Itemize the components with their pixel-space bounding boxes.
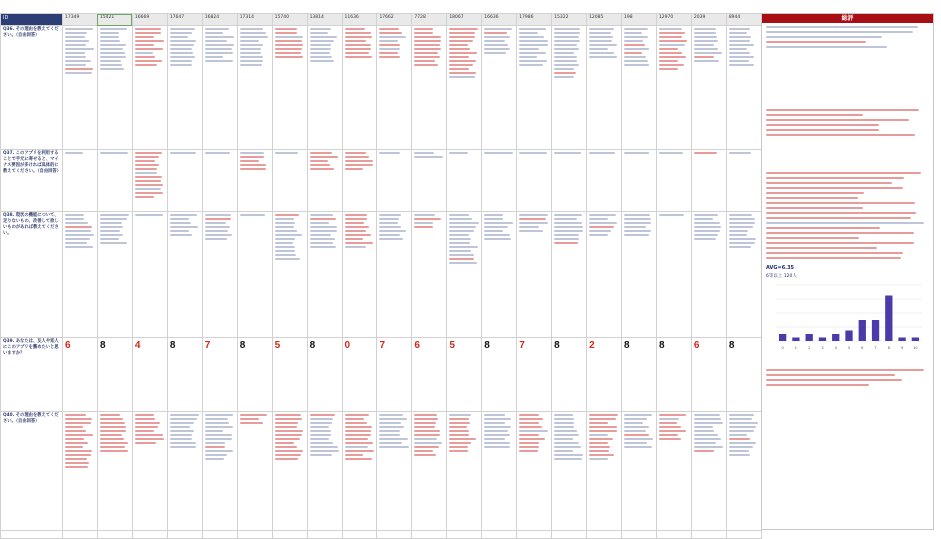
answer-cell[interactable] — [691, 26, 726, 150]
partial-row-cell[interactable] — [726, 531, 761, 539]
answer-cell[interactable] — [132, 212, 167, 338]
score-value: 6 — [65, 340, 71, 351]
answer-cell[interactable] — [307, 150, 342, 212]
answer-cell[interactable] — [342, 412, 377, 531]
answer-cell[interactable] — [447, 26, 482, 150]
answer-cell[interactable] — [63, 26, 98, 150]
score-value: 8 — [624, 340, 630, 351]
respondent-id-header[interactable]: 16636 — [482, 14, 517, 26]
answer-cell[interactable] — [656, 212, 691, 338]
answer-cell[interactable] — [272, 150, 307, 212]
score-value: 0 — [344, 340, 351, 351]
partial-row-cell[interactable] — [517, 531, 552, 539]
partial-row-cell[interactable] — [656, 531, 691, 539]
answer-cell[interactable] — [342, 150, 377, 212]
respondent-id-header[interactable]: 15740 — [272, 14, 307, 26]
score-cell[interactable] — [377, 338, 412, 412]
answer-cell[interactable] — [517, 26, 552, 150]
respondent-id-header[interactable]: 8944 — [726, 14, 761, 26]
partial-row-cell[interactable] — [1, 531, 63, 539]
score-cell[interactable] — [552, 338, 587, 412]
score-value: 8 — [728, 340, 735, 351]
partial-row-cell[interactable] — [447, 531, 482, 539]
answer-cell[interactable] — [97, 150, 132, 212]
answer-cell[interactable] — [622, 26, 657, 150]
respondent-id-header[interactable]: 17349 — [63, 14, 98, 26]
respondent-id-header[interactable]: 18067 — [447, 14, 482, 26]
chart-tick-label: 3 — [821, 346, 824, 350]
avg-label: AVG=6.35 — [766, 265, 795, 271]
score-value: 8 — [658, 340, 665, 351]
chart-tick-label: 2 — [808, 346, 811, 350]
summary-text-q40 — [766, 369, 929, 386]
score-cell[interactable] — [622, 338, 657, 412]
answer-cell[interactable] — [132, 150, 167, 212]
chart-bar-8 — [885, 296, 892, 342]
answer-cell[interactable] — [342, 212, 377, 338]
partial-row-cell[interactable] — [552, 531, 587, 539]
answer-cell[interactable] — [272, 26, 307, 150]
partial-row-cell[interactable] — [587, 531, 622, 539]
partial-row-cell[interactable] — [202, 531, 237, 539]
partial-row-cell[interactable] — [237, 531, 272, 539]
answer-cell[interactable] — [377, 26, 412, 150]
chart-tick-label: 4 — [834, 346, 837, 350]
score-cell[interactable] — [482, 338, 517, 412]
answer-cell[interactable] — [656, 412, 691, 531]
chart-bar-10 — [912, 338, 919, 342]
partial-row-cell[interactable] — [97, 531, 132, 539]
chart-bar-2 — [806, 334, 813, 341]
answer-cell[interactable] — [691, 212, 726, 338]
answer-cell[interactable] — [412, 26, 447, 150]
answer-cell[interactable] — [656, 150, 691, 212]
respondent-id-header[interactable]: 13814 — [307, 14, 342, 26]
answer-cell[interactable] — [202, 412, 237, 531]
answer-cell[interactable] — [202, 26, 237, 150]
partial-row-cell[interactable] — [307, 531, 342, 539]
score-cell[interactable] — [237, 338, 272, 412]
score-value: 2 — [589, 340, 595, 351]
score-cell[interactable] — [63, 338, 98, 412]
answer-cell[interactable] — [517, 212, 552, 338]
question-label-q38[interactable]: Q38. 現状の機能について、足りないもの、改善して欲しいものがあれば教えてください。 — [1, 212, 63, 338]
answer-cell[interactable] — [377, 412, 412, 531]
respondent-id-header[interactable]: 15322 — [552, 14, 587, 26]
answer-cell[interactable] — [167, 26, 202, 150]
chart-bar-6 — [859, 320, 866, 341]
answer-cell[interactable] — [482, 150, 517, 212]
score-value: 5 — [449, 340, 455, 351]
answer-cell[interactable] — [132, 412, 167, 531]
answer-cell[interactable] — [237, 26, 272, 150]
question-label-q40[interactable]: Q40. その理由を教えてください。（自由回答） — [1, 412, 63, 531]
summary-text-q37 — [766, 109, 929, 136]
answer-cell[interactable] — [587, 412, 622, 531]
score-value: 8 — [554, 340, 560, 351]
answer-cell[interactable] — [132, 26, 167, 150]
answer-cell[interactable] — [656, 26, 691, 150]
score-cell[interactable] — [656, 338, 691, 412]
score-cell[interactable] — [272, 338, 307, 412]
chart-bar-4 — [832, 334, 839, 341]
answer-cell[interactable] — [167, 212, 202, 338]
partial-row-cell[interactable] — [377, 531, 412, 539]
partial-row-cell[interactable] — [412, 531, 447, 539]
chart-tick-label: 9 — [900, 346, 904, 350]
answer-cell[interactable] — [447, 412, 482, 531]
summary-text-q38 — [766, 172, 929, 259]
answer-cell[interactable] — [482, 212, 517, 338]
score-value: 7 — [519, 340, 525, 351]
chart-tick-label: 7 — [874, 346, 877, 350]
answer-cell[interactable] — [726, 150, 761, 212]
answer-cell[interactable] — [726, 212, 761, 338]
respondent-id-header[interactable]: 15421 — [97, 14, 132, 26]
answer-cell[interactable] — [167, 150, 202, 212]
score-cell[interactable] — [202, 338, 237, 412]
partial-row-cell[interactable] — [63, 531, 98, 539]
respondent-id-header[interactable]: 17314 — [237, 14, 272, 26]
answer-cell[interactable] — [482, 26, 517, 150]
question-label-q36[interactable]: Q36. その理由を教えてください。（自由回答） — [1, 26, 63, 150]
partial-row-cell[interactable] — [622, 531, 657, 539]
respondent-id-header[interactable]: 2039 — [691, 14, 726, 26]
answer-cell[interactable] — [202, 212, 237, 338]
score-value: 8 — [239, 340, 246, 351]
score-cell[interactable] — [726, 338, 761, 412]
answer-cell[interactable] — [691, 412, 726, 531]
respondent-id-header[interactable]: 12970 — [656, 14, 691, 26]
summary-title: 総評 — [762, 14, 933, 23]
summary-text-q36 — [766, 26, 929, 48]
answer-cell[interactable] — [237, 212, 272, 338]
chart-bar-0 — [779, 334, 786, 341]
id-header[interactable]: ID — [1, 14, 63, 26]
chart-bar-9 — [898, 338, 905, 342]
answer-cell[interactable] — [97, 212, 132, 338]
chart-tick-label: 0 — [781, 346, 784, 350]
chart-tick-label: 5 — [847, 346, 851, 350]
chart-bar-7 — [872, 320, 879, 341]
partial-row-cell[interactable] — [272, 531, 307, 539]
chart-bar-1 — [792, 338, 799, 342]
score-cell[interactable] — [167, 338, 202, 412]
respondent-id-header[interactable]: 17662 — [377, 14, 412, 26]
answer-cell[interactable] — [272, 412, 307, 531]
score-value: 6 — [414, 340, 420, 351]
answer-cell[interactable] — [552, 212, 587, 338]
answer-cell[interactable] — [167, 412, 202, 531]
chart-tick-label: 6 — [861, 346, 864, 350]
answer-cell[interactable] — [412, 412, 447, 531]
answer-cell[interactable] — [447, 212, 482, 338]
score-distribution-chart — [766, 281, 926, 351]
answer-cell[interactable] — [517, 150, 552, 212]
respondent-id-header[interactable]: 16669 — [132, 14, 167, 26]
answer-cell[interactable] — [622, 150, 657, 212]
answer-cell[interactable] — [307, 412, 342, 531]
answer-cell[interactable] — [622, 212, 657, 338]
score-value: 8 — [169, 340, 176, 351]
partial-row-cell[interactable] — [691, 531, 726, 539]
score-cell[interactable] — [447, 338, 482, 412]
score-value: 5 — [274, 340, 281, 351]
answer-cell[interactable] — [237, 412, 272, 531]
chart-tick-label: 10 — [913, 346, 918, 350]
score-value: 8 — [99, 340, 106, 351]
respondent-id-header[interactable]: 7728 — [412, 14, 447, 26]
partial-row-cell[interactable] — [342, 531, 377, 539]
score-value: 8 — [484, 340, 490, 351]
score-value: 4 — [134, 340, 141, 351]
respondent-id-header[interactable]: 17647 — [167, 14, 202, 26]
count-label: 6等以上 120人 — [766, 274, 797, 279]
score-value: 7 — [379, 340, 385, 351]
answer-cell[interactable] — [726, 26, 761, 150]
answer-cell[interactable] — [412, 150, 447, 212]
respondent-id-header[interactable]: 17986 — [517, 14, 552, 26]
answer-cell[interactable] — [272, 212, 307, 338]
answer-cell[interactable] — [691, 150, 726, 212]
score-cell[interactable] — [691, 338, 726, 412]
respondent-id-header[interactable]: 16824 — [202, 14, 237, 26]
answer-cell[interactable] — [552, 26, 587, 150]
respondent-id-header[interactable]: 11636 — [342, 14, 377, 26]
answer-cell[interactable] — [97, 412, 132, 531]
chart-bar-3 — [819, 338, 826, 342]
chart-tick-label: 1 — [794, 346, 798, 350]
answer-cell[interactable] — [63, 412, 98, 531]
score-value: 6 — [693, 340, 700, 351]
question-label-q37[interactable]: Q37. このアプリを利用することで手元に寄せると、マイナス要因が多ければ具体的に教えてください。（自由回答） — [1, 150, 63, 212]
partial-row-cell[interactable] — [167, 531, 202, 539]
answer-cell[interactable] — [587, 150, 622, 212]
answer-cell[interactable] — [97, 26, 132, 150]
answer-cell[interactable] — [552, 412, 587, 531]
question-label-q39[interactable]: Q39. あなたは、友人や知人にこのアプリを薦めたいと思いますか？ — [1, 338, 63, 412]
answer-cell[interactable] — [552, 150, 587, 212]
chart-tick-label: 8 — [887, 346, 890, 350]
score-cell[interactable] — [587, 338, 622, 412]
partial-row-cell[interactable] — [482, 531, 517, 539]
score-cell[interactable] — [132, 338, 167, 412]
answer-cell[interactable] — [377, 150, 412, 212]
answer-cell[interactable] — [587, 26, 622, 150]
answer-cell[interactable] — [482, 412, 517, 531]
answer-cell[interactable] — [517, 412, 552, 531]
score-cell[interactable] — [97, 338, 132, 412]
respondent-id-header[interactable]: 198 — [622, 14, 657, 26]
partial-row-cell[interactable] — [132, 531, 167, 539]
answer-cell[interactable] — [307, 26, 342, 150]
answer-cell[interactable] — [237, 150, 272, 212]
answer-cell[interactable] — [726, 412, 761, 531]
answer-cell[interactable] — [342, 26, 377, 150]
answer-cell[interactable] — [412, 212, 447, 338]
score-cell[interactable] — [517, 338, 552, 412]
score-value: 8 — [309, 340, 316, 351]
answer-cell[interactable] — [307, 212, 342, 338]
answer-cell[interactable] — [63, 212, 98, 338]
chart-bar-5 — [845, 331, 852, 342]
answer-cell[interactable] — [202, 150, 237, 212]
summary-panel — [761, 13, 934, 530]
answer-cell[interactable] — [377, 212, 412, 338]
answer-cell[interactable] — [587, 212, 622, 338]
score-value: 7 — [204, 340, 211, 351]
answer-cell[interactable] — [622, 412, 657, 531]
answer-cell[interactable] — [63, 150, 98, 212]
answer-cell[interactable] — [447, 150, 482, 212]
score-cell[interactable] — [412, 338, 447, 412]
respondent-id-header[interactable]: 12085 — [587, 14, 622, 26]
score-cell[interactable] — [307, 338, 342, 412]
score-cell[interactable] — [342, 338, 377, 412]
survey-table — [0, 13, 762, 539]
